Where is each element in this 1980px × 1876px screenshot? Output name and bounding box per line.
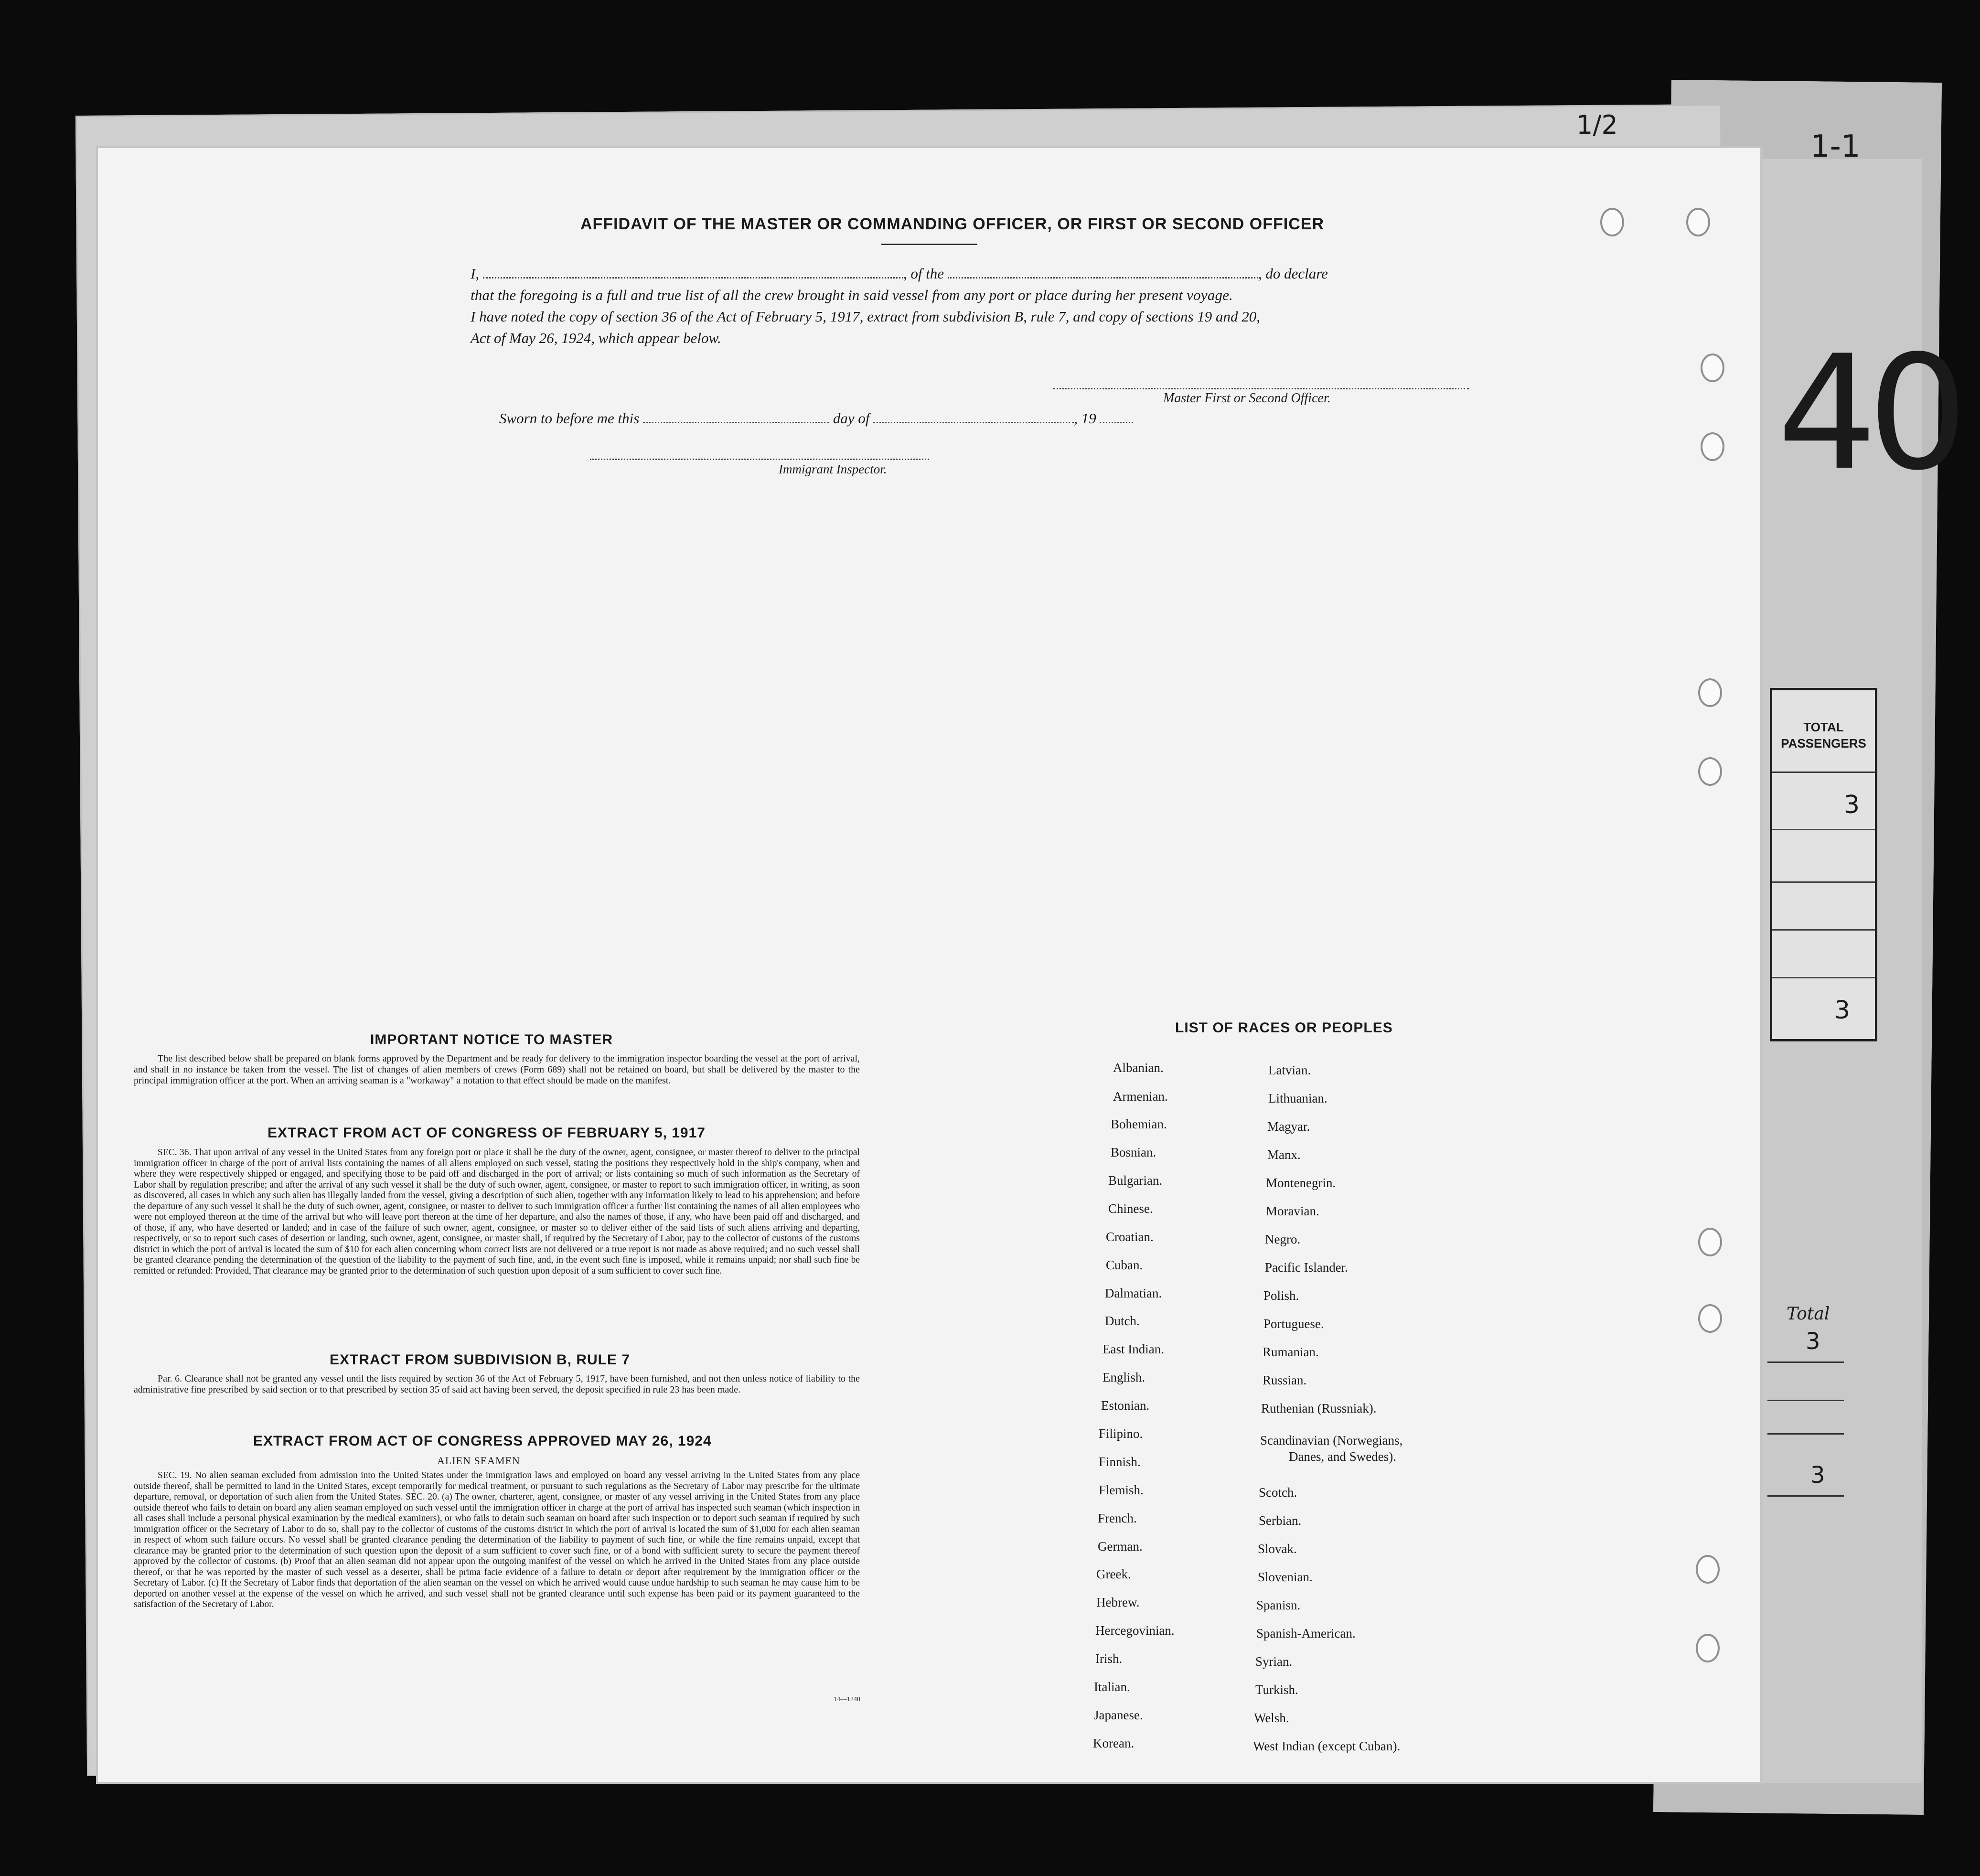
tp-rule: [1772, 929, 1875, 931]
race-right-item: Slovak.: [1258, 1542, 1297, 1556]
inspector-label: Immigrant Inspector.: [779, 462, 887, 476]
race-right-item: Ruthenian (Russniak).: [1261, 1401, 1377, 1415]
race-right-item: Pacific Islander.: [1265, 1260, 1348, 1275]
sworn-label: Sworn to before me this: [499, 410, 640, 427]
notice-body: The list described below shall be prepared on blank forms approved by the Department and be ready for delivery to the immigration inspector boarding the vessel at the port of arrival, and shall in no instance be taken from the vessel. The list of changes of alien members of crews (Form 689) shall not be retained on board, but shall be delivered by the master to the principal immigration officer at the port. When an arriving seaman is a "workaway" a notation to that effect should be made on the manifest.: [134, 1053, 860, 1086]
punch-hole: [1696, 1634, 1720, 1662]
punch-hole: [1698, 1304, 1722, 1333]
declarant-label: I,: [471, 265, 480, 282]
race-left-item: English.: [1102, 1370, 1145, 1384]
sheet-number-handwritten: 40: [1777, 322, 1959, 505]
day-of-label: day of: [833, 410, 870, 427]
punch-hole: [1698, 678, 1722, 707]
race-left-item: Korean.: [1093, 1736, 1134, 1750]
of-the-label: , of the: [903, 265, 944, 282]
race-right-item: Moravian.: [1266, 1204, 1319, 1218]
race-right-item: Russian.: [1263, 1373, 1307, 1387]
races-title: LIST OF RACES OR PEOPLES: [1175, 1020, 1393, 1036]
race-right-item: Magyar.: [1267, 1119, 1310, 1134]
race-right-item: Welsh.: [1254, 1711, 1289, 1725]
do-declare-label: , do declare: [1258, 265, 1328, 282]
race-left-item: French.: [1098, 1511, 1137, 1525]
race-left-item: Chinese.: [1108, 1201, 1153, 1216]
race-left-item: Flemish.: [1099, 1483, 1144, 1497]
total-passengers-label: TOTAL PASSENGERS: [1781, 720, 1866, 750]
affidavit-title: AFFIDAVIT OF THE MASTER OR COMMANDING OFFICER, OR FIRST OR SECOND OFFICER: [580, 215, 1324, 233]
sworn-month-field[interactable]: [873, 422, 1074, 423]
sworn-day-field[interactable]: [643, 422, 829, 423]
total-rule: [1767, 1361, 1844, 1363]
race-left-item: Croatian.: [1106, 1230, 1154, 1244]
extract-1924-subtitle: ALIEN SEAMEN: [437, 1455, 520, 1467]
race-left-item: Estonian.: [1101, 1398, 1150, 1413]
total-value-top: 3: [1806, 1328, 1820, 1355]
race-right-item: Manx.: [1267, 1147, 1301, 1162]
corner-mark-handwritten: 1-1: [1810, 129, 1861, 164]
race-left-item: Italian.: [1094, 1680, 1130, 1694]
race-left-item: Bohemian.: [1111, 1117, 1167, 1131]
punch-hole: [1698, 757, 1722, 786]
tp-value-bottom: 3: [1834, 996, 1851, 1025]
tp-divider: [1772, 772, 1875, 773]
race-left-item: Dalmatian.: [1105, 1286, 1162, 1300]
punch-hole: [1696, 1555, 1720, 1584]
affidavit-line-3: I have noted the copy of section 36 of the Act of February 5, 1917, extract from subdivision B, rule 7, and copy of sections 19 and 20,: [471, 308, 1261, 325]
extract-1917-title: EXTRACT FROM ACT OF CONGRESS OF FEBRUARY 5, 1917: [268, 1125, 706, 1141]
race-right-item: Spanish-American.: [1256, 1626, 1356, 1640]
race-left-item: Filipino.: [1099, 1426, 1143, 1441]
race-left-item: East Indian.: [1102, 1342, 1164, 1356]
affidavit-page: [98, 148, 1760, 1782]
total-label: Total: [1787, 1304, 1830, 1324]
race-left-item: German.: [1098, 1539, 1143, 1554]
year-label: , 19: [1074, 410, 1096, 427]
race-right-item: Portuguese.: [1263, 1317, 1324, 1331]
declarant-name-field[interactable]: [483, 277, 903, 279]
top-mark-handwritten: 1/2: [1576, 110, 1618, 140]
race-left-item: Albanian.: [1113, 1061, 1164, 1075]
race-right-item: Turkish.: [1255, 1683, 1298, 1697]
extract-1917-body: SEC. 36. That upon arrival of any vessel in the United States from any foreign port or place it shall be the duty of the owner, agent, consignee, or master thereof to deliver to the principal immigration officer in charge of the port of arrival lists containing the names of all aliens employed on such vessel, stating the positions they respectively hold in the ship's company, when and where they were respectively shipped or engaged, and specifying those to be paid off and discharged in the port of arrival; or lists containing so much of such information as the Secretary of Labor shall by regulation prescribe; and after the arrival of any such vessel it shall be the duty of such owner, agent, consignee, or master to report to such immigration officer, in writing, as soon as discovered, all cases in which any such alien has illegally landed from the vessel, giving a description of such alien, together with any information likely to lead to his apprehension; and before the departure of any such vessel it shall be the duty of such owner, agent, consignee, or master to deliver to such immigration officer a further list containing the names of all alien employees who were not employed thereon at the time of the arrival but who will leave port thereon at the time of her departure, and also the names of those, if any, who have been paid off and discharged, and of those, if any, who have deserted or landed; and in case of the failure of such owner, agent, consignee, or master so to deliver either of the said lists of such aliens arriving and departing, respectively, or so to report such cases of desertion or landing, such owner, agent, consignee, or master shall, if required by the Secretary of Labor, pay to the collector of customs of the customs district in which the port of arrival is located the sum of $10 for each alien concerning whom correct lists are not delivered or a true report is not made as above required; and no such vessel shall be granted clearance pending the determination of the question of the liability to the payment of such fine, and, in the event such fine is imposed, while it remains unpaid; nor shall such fine be remitted or refunded: Provided, That clearance may be granted prior to the determination of such question upon deposit of a sum sufficient to cover such fine.: [134, 1147, 860, 1276]
race-right-item: Spanisn.: [1256, 1598, 1301, 1612]
race-left-item: Irish.: [1095, 1651, 1123, 1666]
total-value-bottom: 3: [1810, 1462, 1825, 1489]
tp-rule: [1772, 881, 1875, 883]
total-rule: [1767, 1433, 1844, 1435]
affidavit-line-2: that the foregoing is a full and true list of all the crew brought in said vessel from any port or place during her present voyage.: [471, 287, 1233, 303]
affidavit-line-1: [471, 265, 1328, 282]
race-right-item: Lithuanian.: [1268, 1091, 1327, 1105]
rule7-title: EXTRACT FROM SUBDIVISION B, RULE 7: [330, 1352, 631, 1368]
race-right-item: Latvian.: [1268, 1063, 1311, 1077]
total-rule: [1767, 1495, 1844, 1497]
race-left-item: Finnish.: [1099, 1455, 1141, 1469]
race-left-item: Cuban.: [1106, 1258, 1143, 1272]
race-left-item: Bosnian.: [1111, 1145, 1156, 1159]
race-left-item: Hebrew.: [1096, 1595, 1140, 1609]
punch-hole: [1701, 432, 1724, 461]
race-left-item: Armenian.: [1113, 1089, 1168, 1104]
race-left-item: Japanese.: [1094, 1708, 1143, 1722]
race-right-item: Rumanian.: [1263, 1345, 1319, 1359]
extract-1924-body: SEC. 19. No alien seaman excluded from admission into the United States under the immigration laws and employed on board any vessel arriving in the United States from any place outside thereof, shall be permitted to land in the United States, except temporarily for medical treatment, or pursuant to such regulations as the Secretary of Labor may prescribe for the ultimate departure, removal, or deportation of such alien from the United States. SEC. 20. (a) The owner, charterer, agent, consignee, or master of any vessel arriving in the United States from any place outside thereof who fails to detain on board any alien seaman employed on such vessel until the immigration officer in charge at the port of arrival has inspected such seaman (which inspection in all cases shall include a personal physical examination by the medical examiners), or who fails to detain such seaman on board after such inspection or to deport such seaman if required by such immigration officer or the Secretary of Labor to do so, shall pay to the collector of customs of the customs district in which the port of arrival is located the sum of $1,000 for each alien seaman in respect of whom such failure occurs. No vessel shall be granted clearance pending the determination of the liability to payment of such fine, or while the fine remains unpaid, except that clearance may be granted prior to the determination of such question upon the deposit of a sum sufficient to cover such fine, or of a bond with sufficient surety to secure the payment thereof approved by the collector of customs. (b) Proof that an alien seaman did not appear upon the outgoing manifest of the vessel on which he arrived in the United States from any place outside thereof, or that he was reported by the master of such vessel as a deserter, shall be prima facie evidence of a failure to detain or deport after requirement by the immigration officer or the Secretary of Labor. (c) If the Secretary of Labor finds that deportation of the alien seaman on the vessel on which he arrived would cause undue hardship to such seaman he may cause him to be deported on another vessel at the expense of the vessel on which he arrived, and such vessel shall not be granted clearance until such expense has been paid or its payment guaranteed to the satisfaction of the Secretary of Labor.: [134, 1470, 860, 1609]
form-number: 14—1240: [834, 1696, 860, 1703]
race-left-item: Hercegovinian.: [1095, 1623, 1175, 1638]
punch-hole: [1686, 208, 1710, 236]
race-left-item: Bulgarian.: [1108, 1173, 1163, 1188]
sworn-line: [499, 410, 1133, 427]
punch-hole: [1701, 354, 1724, 382]
race-right-item: Scandinavian (Norwegians,: [1260, 1433, 1403, 1447]
race-left-item: Greek.: [1096, 1567, 1131, 1581]
race-right-item: Danes, and Swedes).: [1289, 1449, 1396, 1464]
punch-hole: [1600, 208, 1624, 236]
tp-rule: [1772, 977, 1875, 978]
race-right-item: Slovenian.: [1258, 1570, 1313, 1584]
race-right-item: Serbian.: [1259, 1513, 1302, 1528]
notice-title: IMPORTANT NOTICE TO MASTER: [370, 1032, 613, 1048]
race-right-item: Polish.: [1263, 1288, 1299, 1303]
extract-1924-title: EXTRACT FROM ACT OF CONGRESS APPROVED MAY 26, 1924: [253, 1433, 712, 1449]
tp-rule: [1772, 829, 1875, 830]
master-signature-line[interactable]: [1053, 388, 1469, 389]
punch-hole: [1698, 1228, 1722, 1256]
vessel-name-field[interactable]: [948, 277, 1258, 279]
race-right-item: Syrian.: [1255, 1654, 1293, 1669]
inspector-signature-line[interactable]: [590, 459, 929, 460]
race-right-item: Montenegrin.: [1266, 1176, 1336, 1190]
title-rule: [881, 244, 977, 245]
race-right-item: Scotch.: [1259, 1485, 1297, 1500]
race-left-item: Dutch.: [1105, 1314, 1140, 1328]
total-passengers-box: [1770, 688, 1877, 1041]
master-signature-label: Master First or Second Officer.: [1163, 391, 1331, 406]
rule7-body: Par. 6. Clearance shall not be granted any vessel until the lists required by section 36 of the Act of February 5, 1917, have been furnished, and not then unless notice of liability to the administrative fine prescribed by said section or to that prescribed by section 35 of said act having been served, the deposit specified in rule 23 has been made.: [134, 1373, 860, 1395]
affidavit-line-4: Act of May 26, 1924, which appear below.: [471, 330, 721, 346]
race-right-item: West Indian (except Cuban).: [1253, 1739, 1401, 1753]
race-right-item: Negro.: [1265, 1232, 1301, 1246]
total-rule: [1767, 1400, 1844, 1401]
sworn-year-field[interactable]: [1100, 422, 1133, 423]
tp-value-top: 3: [1844, 791, 1860, 819]
